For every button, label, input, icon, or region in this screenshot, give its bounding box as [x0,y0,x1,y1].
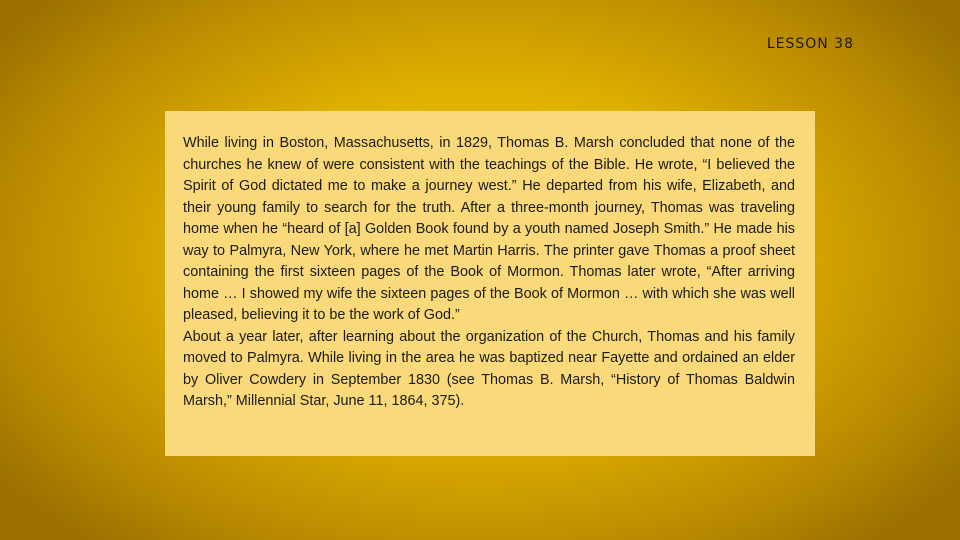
lesson-label: LESSON 38 [766,36,854,52]
paragraph-thomas-marsh-journey: While living in Boston, Massachusetts, in 1829, Thomas B. Marsh concluded that none of the churches he knew of were consistent with the teachings of the Bible. He wrote, “I believed the Spirit of God dictated me to make a journey west.” He departed from his wife, Elizabeth, and their young family to search for the truth. After a three-month journey, Thomas was traveling home when he “heard of [a] Golden Book found by a youth named Joseph Smith.” He made his way to Palmyra, New York, where he met Martin Harris. The printer gave Thomas a proof sheet containing the first sixteen pages of the Book of Mormon. Thomas later wrote, “After arriving home … I showed my wife the sixteen pages of the Book of Mormon … with which she was well pleased, believing it to be the work of God.” [183,135,795,323]
text-panel [165,111,815,456]
paragraph-baptism: About a year later, after learning about the organization of the Church, Thomas and his family moved to Palmyra. While living in the area he was baptized near Fayette and ordained an elder by Oliver Cowdery in September 1830 (see Thomas B. Marsh, “History of Thomas Baldwin Marsh,” Millennial Star, June 11, 1864, 375). [183,328,795,409]
